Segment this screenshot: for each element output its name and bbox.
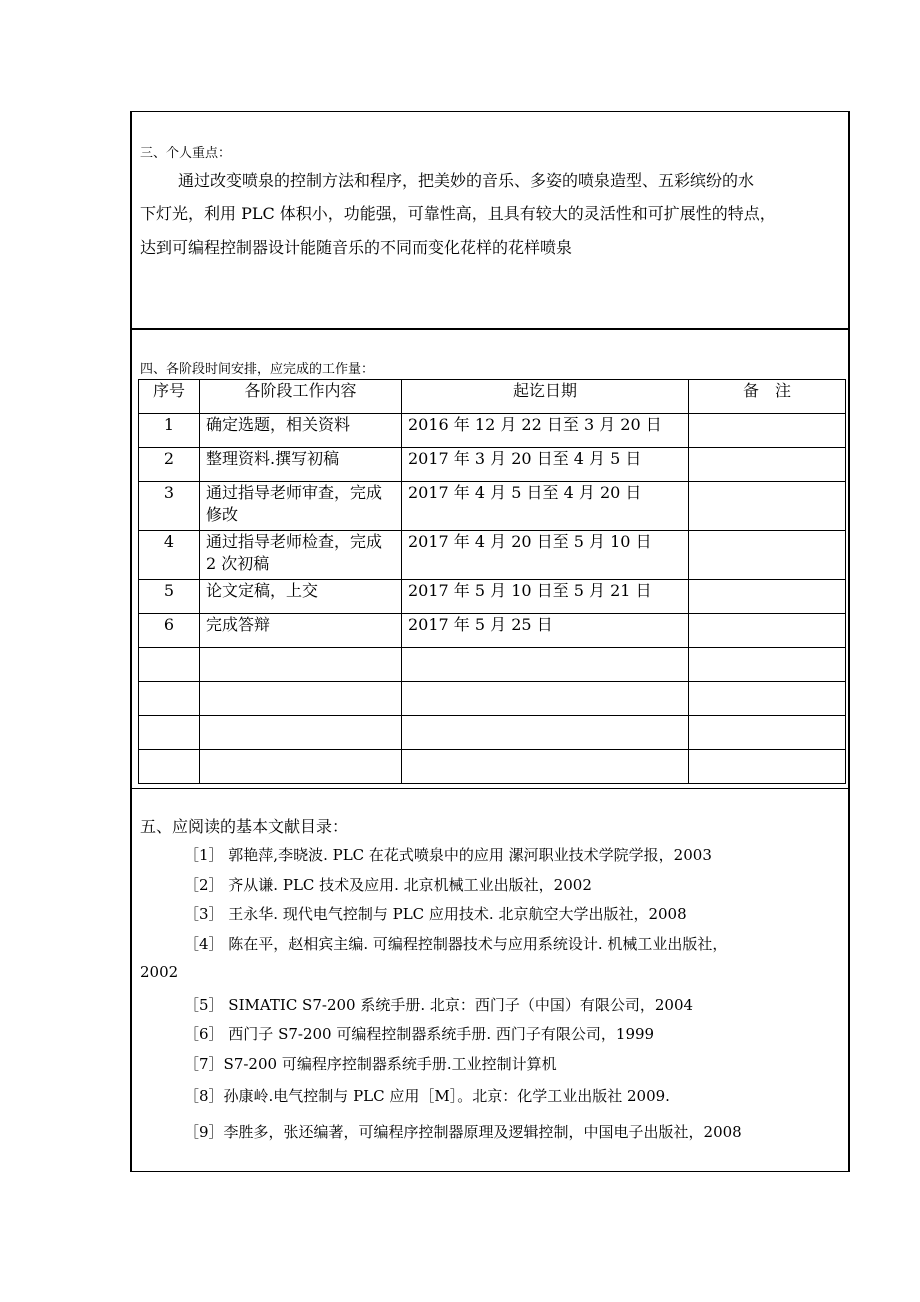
reference-item: ［6］ 西门子 S7-200 可编程控制器系统手册. 西门子有限公司，1999 [184,1025,655,1043]
table-empty-row [139,682,846,716]
schedule-table [138,379,846,784]
section3-line-1: 通过改变喷泉的控制方法和程序，把美妙的音乐、多姿的喷泉造型、五彩缤纷的水 [178,171,755,190]
row-dates: 2017 年 5 月 10 日至 5 月 21 日 [402,580,689,614]
row-no: 4 [139,531,200,580]
row-no: 6 [139,614,200,648]
row-content: 通过指导老师审查，完成修改 [200,482,402,531]
row-content: 确定选题，相关资料 [200,414,402,448]
row-notes [689,414,846,448]
table-empty-row [139,750,846,784]
row-notes [689,614,846,648]
row-notes [689,580,846,614]
reference-item: ［1］ 郭艳萍,李晓波. PLC 在花式喷泉中的应用 漯河职业技术学院学报，2003 [184,846,712,864]
row-content: 整理资料.撰写初稿 [200,448,402,482]
section3-line-3: 达到可编程控制器设计能随音乐的不同而变化花样的花样喷泉 [140,238,573,257]
reference-item: ［3］ 王永华. 现代电气控制与 PLC 应用技术. 北京航空大学出版社，2008 [184,905,687,923]
row-content: 通过指导老师检查，完成 2 次初稿 [200,531,402,580]
row-dates: 2017 年 5 月 25 日 [402,614,689,648]
document-frame [130,111,850,1172]
row-notes [689,531,846,580]
table-empty-row [139,716,846,750]
reference-item: ［2］ 齐从谦. PLC 技术及应用. 北京机械工业出版社，2002 [184,876,592,894]
reference-item: ［7］S7-200 可编程序控制器系统手册.工业控制计算机 [184,1055,557,1073]
reference-item: ［9］李胜多，张还编著，可编程序控制器原理及逻辑控制，中国电子出版社，2008 [184,1123,742,1141]
table-row [139,414,846,448]
table-row [139,531,846,580]
header-dates: 起讫日期 [402,380,689,414]
row-dates: 2017 年 4 月 20 日至 5 月 10 日 [402,531,689,580]
row-notes [689,448,846,482]
reference-item-continuation: 2002 [140,963,179,981]
row-dates: 2017 年 4 月 5 日至 4 月 20 日 [402,482,689,531]
row-notes [689,482,846,531]
reference-item: ［8］孙康岭.电气控制与 PLC 应用［M］。北京：化学工业出版社 2009. [184,1087,670,1105]
row-no: 3 [139,482,200,531]
row-content: 完成答辩 [200,614,402,648]
section-divider [132,788,848,789]
header-no: 序号 [139,380,200,414]
header-content: 各阶段工作内容 [200,380,402,414]
section3-heading: 三、个人重点： [140,146,232,161]
row-no: 2 [139,448,200,482]
section3-line-2: 下灯光，利用 PLC 体积小，功能强，可靠性高，且具有较大的灵活性和可扩展性的特点， [140,204,776,223]
reference-item: ［5］ SIMATIC S7-200 系统手册. 北京：西门子（中国）有限公司，2004 [184,996,694,1014]
section4-heading: 四、各阶段时间安排，应完成的工作量： [140,362,375,377]
table-row [139,614,846,648]
row-no: 1 [139,414,200,448]
section5-heading: 五、应阅读的基本文献目录： [140,817,349,836]
table-row [139,482,846,531]
section-divider [132,328,848,330]
table-row [139,448,846,482]
table-row [139,580,846,614]
row-no: 5 [139,580,200,614]
row-dates: 2016 年 12 月 22 日至 3 月 20 日 [402,414,689,448]
header-notes: 备 注 [689,380,846,414]
reference-item: ［4］ 陈在平，赵相宾主编. 可编程控制器技术与应用系统设计. 机械工业出版社， [184,935,728,953]
table-header-row [139,380,846,414]
row-content: 论文定稿，上交 [200,580,402,614]
table-empty-row [139,648,846,682]
row-dates: 2017 年 3 月 20 日至 4 月 5 日 [402,448,689,482]
